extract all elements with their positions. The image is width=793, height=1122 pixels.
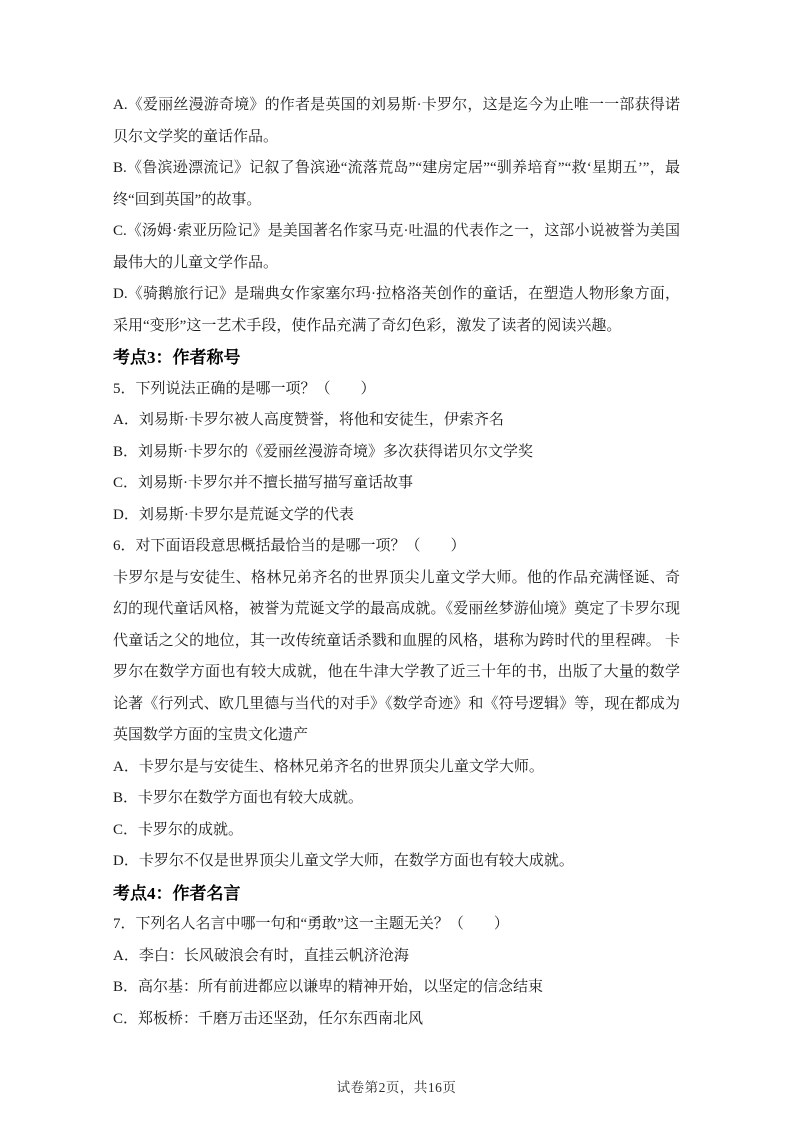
answer-option: A．卡罗尔是与安徒生、格林兄弟齐名的世界顶尖儿童文学大师。: [113, 758, 544, 775]
question-stem: 5．下列说法正确的是哪一项？（ ）: [113, 380, 376, 397]
answer-option: B．刘易斯·卡罗尔的《爱丽丝漫游奇境》多次获得诺贝尔文学奖: [113, 443, 534, 460]
answer-option: A.《爱丽丝漫游奇境》的作者是英国的刘易斯·卡罗尔，这是迄今为止唯一一部获得诺贝尔文学奖的童话作品。: [113, 97, 680, 145]
answer-option: B.《鲁滨逊漂流记》记叙了鲁滨逊“流落荒岛”“建房定居”“驯养培育”“救‘星期五’”，最终“回到英国”的故事。: [113, 160, 680, 208]
answer-option: A．刘易斯·卡罗尔被人高度赞誉，将他和安徒生，伊索齐名: [113, 412, 504, 428]
answer-option: D.《骑鹅旅行记》是瑞典女作家塞尔玛·拉格洛芙创作的童话，在塑造人物形象方面，采用“变形”这一艺术手段，使作品充满了奇幻色彩，激发了读者的阅读兴趣。: [113, 286, 680, 334]
exam-point-heading: 考点4：作者名言: [113, 883, 241, 903]
exam-point-heading: 考点3：作者称号: [113, 348, 241, 367]
answer-option: A．李白：长风破浪会有时，直挂云帆济沧海: [113, 947, 409, 964]
document-content: [113, 90, 680, 1035]
question-stem: 6．对下面语段意思概括最恰当的是哪一项？（ ）: [113, 538, 466, 554]
answer-option: D．卡罗尔不仅是世界顶尖儿童文学大师，在数学方面也有较大成就。: [113, 853, 574, 869]
passage-paragraph: 卡罗尔是与安徒生、格林兄弟齐名的世界顶尖儿童文学大师。他的作品充满怪诞、奇幻的现代童话风格，被誉为荒诞文学的最高成就。《爱丽丝梦游仙境》奠定了卡罗尔现代童话之父的地位，其一改传统童话杀戮和血腥的风格，堪称为跨时代的里程碑。 卡罗尔在数学方面也有较大成就，他在牛津大学教了近三十年的书，出版了大量的数学论著《行列式、欧几里德与当代的对手》《数学奇迹》和《符号逻辑》等，现在都成为英国数学方面的宝贵文化遗产: [113, 569, 680, 743]
answer-option: C．刘易斯·卡罗尔并不擅长描写描写童话故事: [113, 475, 414, 491]
question-stem: 7．下列名人名言中哪一句和“勇敢”这一主题无关？（ ）: [113, 916, 509, 932]
answer-option: D．刘易斯·卡罗尔是荒诞文学的代表: [113, 506, 354, 523]
page-footer: 试卷第2页，共16页: [336, 1080, 457, 1095]
answer-option: C．卡罗尔的成就。: [113, 821, 244, 838]
answer-option: B．卡罗尔在数学方面也有较大成就。: [113, 790, 364, 806]
answer-option: C．郑板桥：千磨万击还坚劲，任尔东西南北风: [113, 1010, 424, 1027]
answer-option: C.《汤姆·索亚历险记》是美国著名作家马克·吐温的代表作之一，这部小说被誉为美国最伟大的儿童文学作品。: [113, 223, 680, 271]
answer-option: B．高尔基：所有前进都应以谦卑的精神开始，以坚定的信念结束: [113, 979, 544, 995]
